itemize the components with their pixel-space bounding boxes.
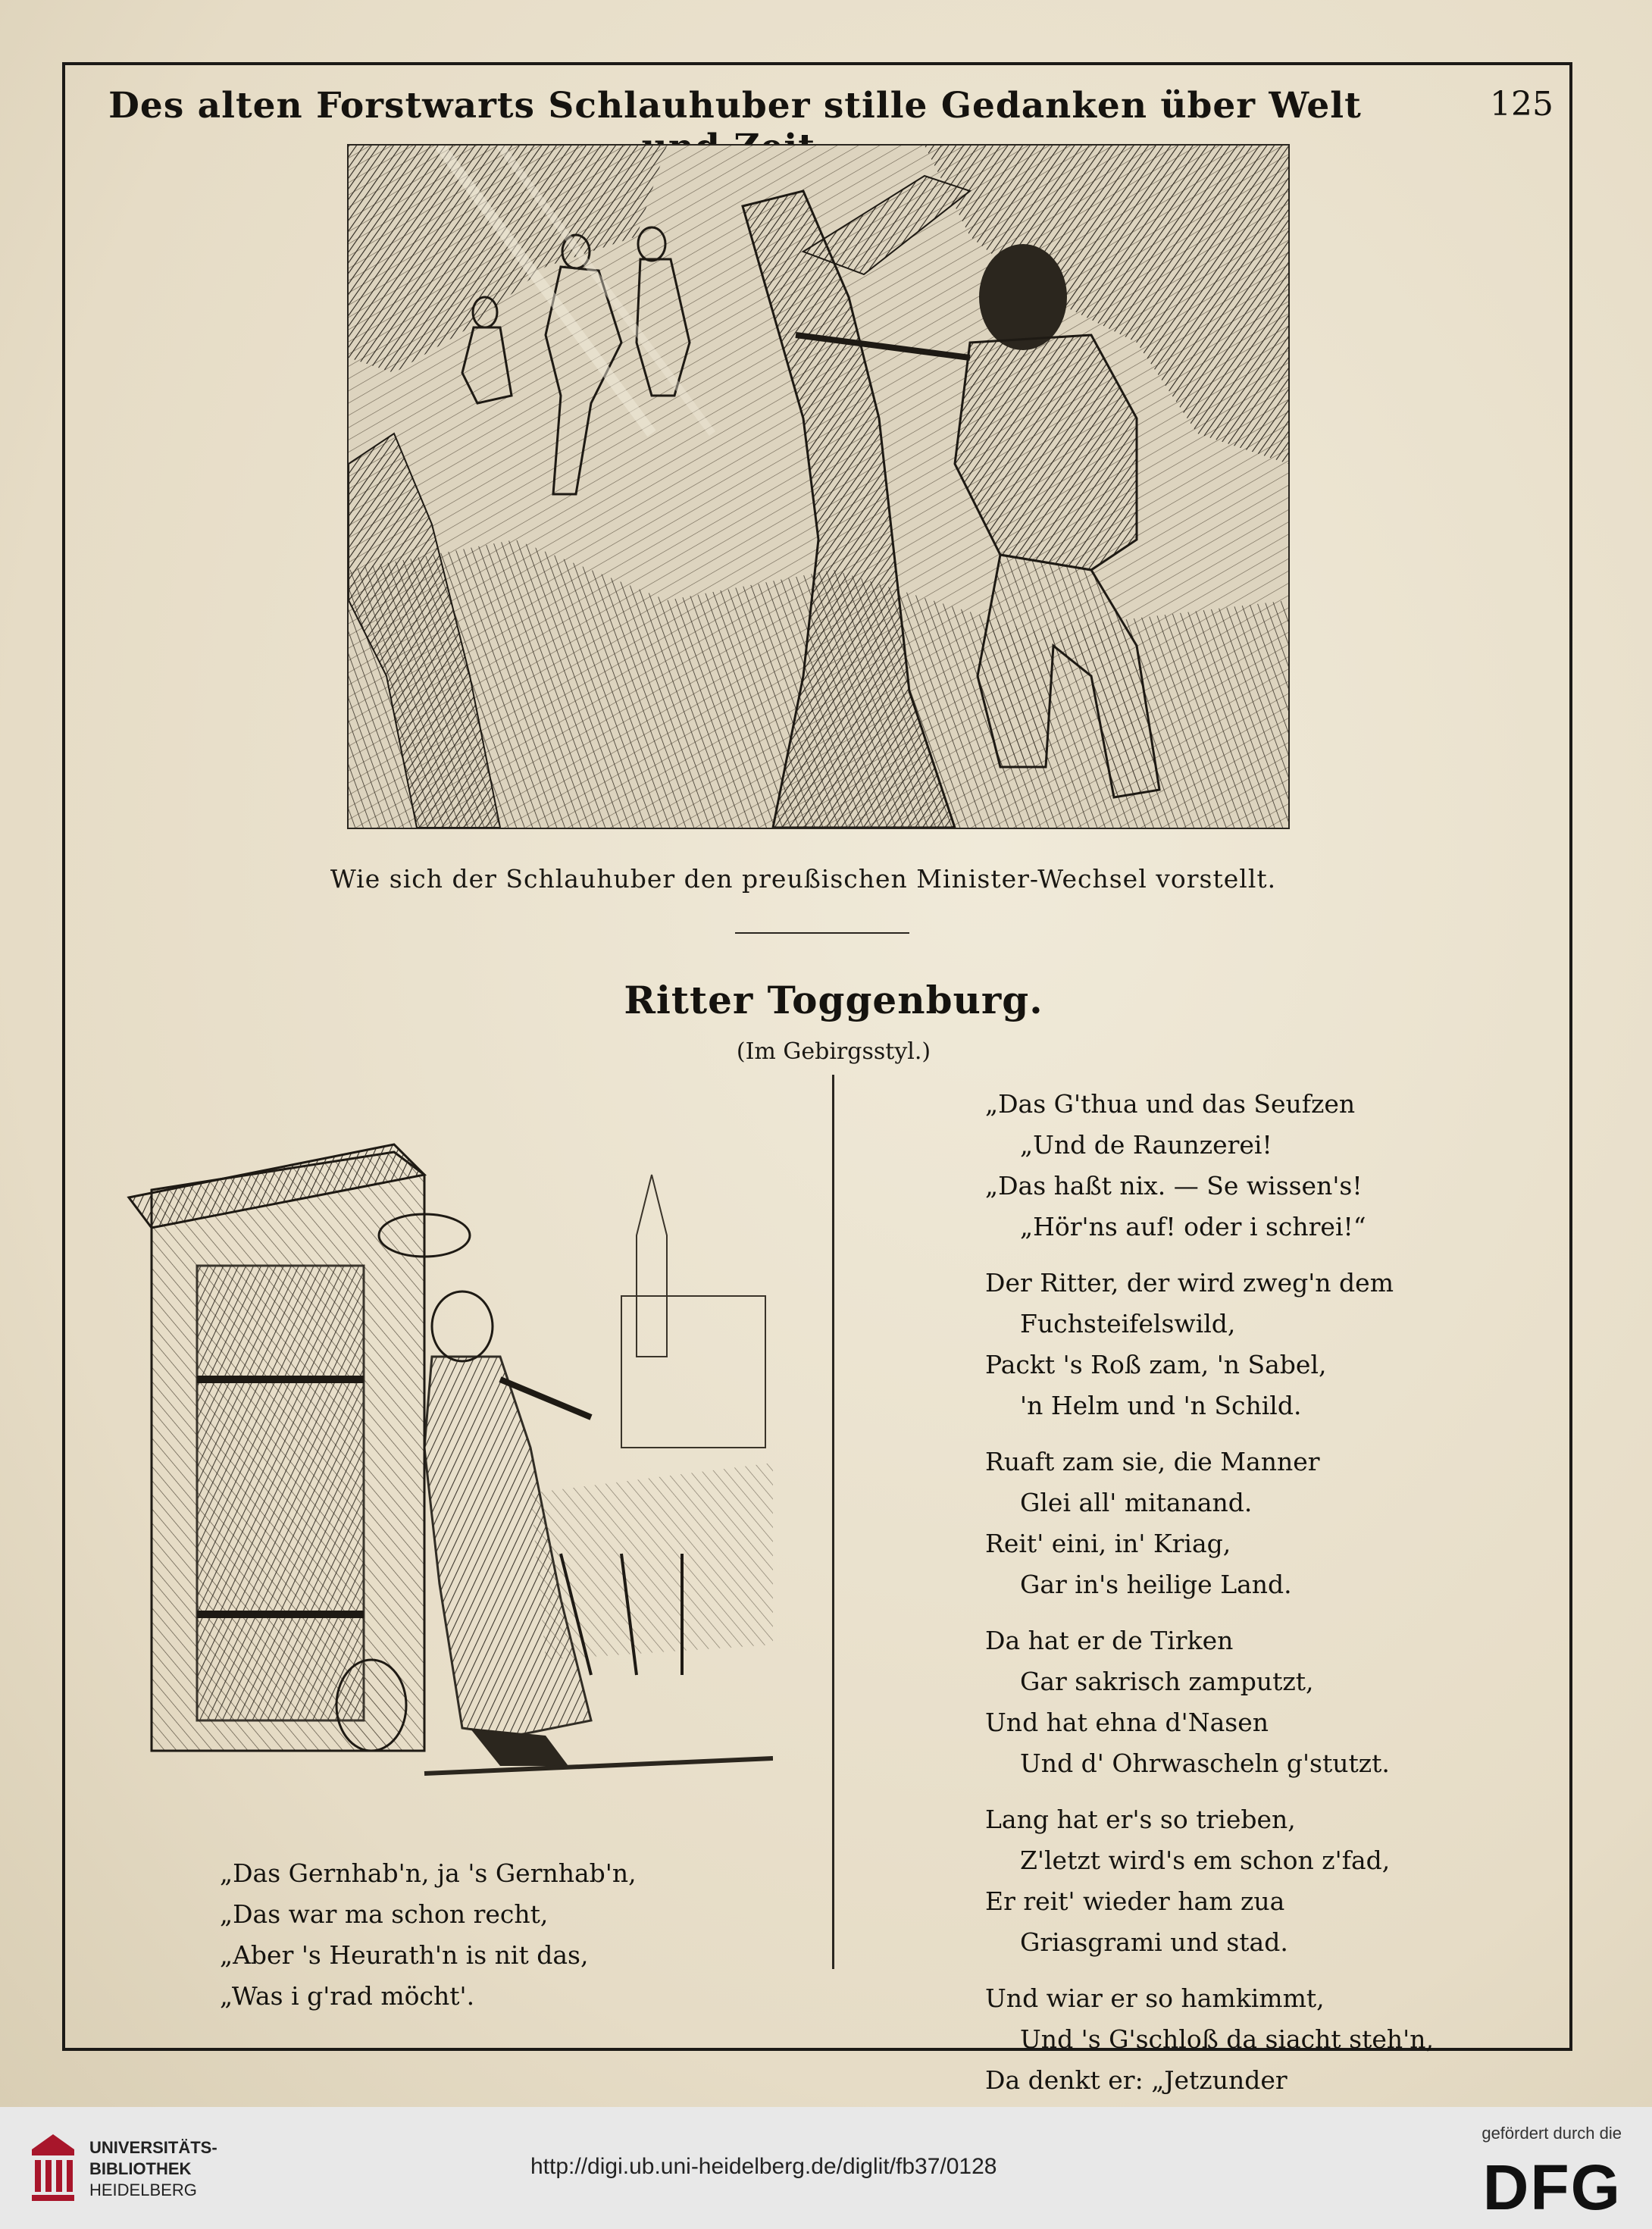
verse-stanza bbox=[985, 1084, 1434, 1248]
verse-line: Da denkt er: „Jetzunder bbox=[985, 2065, 1287, 2095]
verse-line: Und hat ehna d'Nasen bbox=[985, 1708, 1269, 1737]
verse-line: Und d' Ohrwascheln g'stutzt. bbox=[1020, 1748, 1390, 1778]
verse-line: „Das Gernhab'n, ja 's Gernhab'n, bbox=[220, 1858, 637, 1888]
bottom-woodcut-illustration bbox=[106, 1129, 773, 1789]
verse-stanza bbox=[220, 1853, 637, 2017]
poem-title: Ritter Toggenburg. bbox=[624, 978, 1043, 1022]
verse-stanza bbox=[985, 1442, 1434, 1605]
verse-line: Und wiar er so hamkimmt, bbox=[985, 1983, 1325, 2013]
verse-line: „Das war ma schon recht, bbox=[220, 1899, 549, 1929]
top-illustration-caption: Wie sich der Schlauhuber den preußischen Minister-Wechsel vorstellt. bbox=[330, 864, 1277, 894]
verse-stanza bbox=[985, 1620, 1434, 1784]
verse-line: Packt 's Roß zam, 'n Sabel, bbox=[985, 1350, 1327, 1379]
verse-line: Da hat er de Tirken bbox=[985, 1626, 1234, 1655]
poem-subtitle: (Im Gebirgsstyl.) bbox=[736, 1038, 931, 1065]
verse-line: „Und de Raunzerei! bbox=[1020, 1130, 1272, 1160]
footer-bar bbox=[0, 2107, 1652, 2229]
left-verse-column bbox=[220, 1853, 637, 2032]
verse-line: Gar in's heilige Land. bbox=[1020, 1570, 1292, 1599]
page-number: 125 bbox=[1490, 85, 1553, 124]
verse-line: Z'letzt wird's em schon z'fad, bbox=[1020, 1845, 1391, 1875]
right-verse-column bbox=[985, 1084, 1434, 2157]
verse-stanza bbox=[985, 1263, 1434, 1426]
verse-line: Glei all' mitanand. bbox=[1020, 1488, 1253, 1517]
source-url-link[interactable]: http://digi.ub.uni-heidelberg.de/diglit/fb37/0128 bbox=[530, 2154, 997, 2179]
verse-line: Er reit' wieder ham zua bbox=[985, 1886, 1285, 1916]
verse-line: Ruaft zam sie, die Manner bbox=[985, 1447, 1320, 1476]
verse-stanza bbox=[985, 1799, 1434, 1963]
verse-line: Und 's G'schloß da siacht steh'n, bbox=[1020, 2024, 1434, 2054]
verse-line: „Das haßt nix. — Se wissen's! bbox=[985, 1171, 1363, 1201]
verse-line: 'n Helm und 'n Schild. bbox=[1020, 1391, 1302, 1420]
verse-line: „Hör'ns auf! oder i schrei!“ bbox=[1020, 1212, 1366, 1241]
verse-line: „Das G'thua und das Seufzen bbox=[985, 1089, 1356, 1119]
verse-line: „Was i g'rad möcht'. bbox=[220, 1981, 475, 2011]
verse-line: „Aber 's Heurath'n is nit das, bbox=[220, 1940, 589, 1970]
library-name: UNIVERSITÄTS- BIBLIOTHEK HEIDELBERG bbox=[89, 2138, 217, 2199]
verse-line: Fuchsteifelswild, bbox=[1020, 1309, 1236, 1338]
top-woodcut-illustration bbox=[347, 144, 1290, 829]
verse-line: Reit' eini, in' Kriag, bbox=[985, 1529, 1231, 1558]
verse-line: Lang hat er's so trieben, bbox=[985, 1805, 1296, 1834]
section-divider bbox=[735, 932, 909, 934]
verse-line: Gar sakrisch zamputzt, bbox=[1020, 1667, 1314, 1696]
funding-note: gefördert durch die bbox=[1481, 2124, 1622, 2143]
verse-line: Der Ritter, der wird zweg'n dem bbox=[985, 1268, 1394, 1298]
dfg-logo: DFG bbox=[1482, 2152, 1622, 2223]
column-divider bbox=[832, 1075, 834, 1969]
university-library-logo bbox=[30, 2133, 76, 2202]
page-heading: Des alten Forstwarts Schlauhuber stille Gedanken über Welt bbox=[108, 85, 1362, 127]
verse-line: Griasgrami und stad. bbox=[1020, 1927, 1288, 1957]
